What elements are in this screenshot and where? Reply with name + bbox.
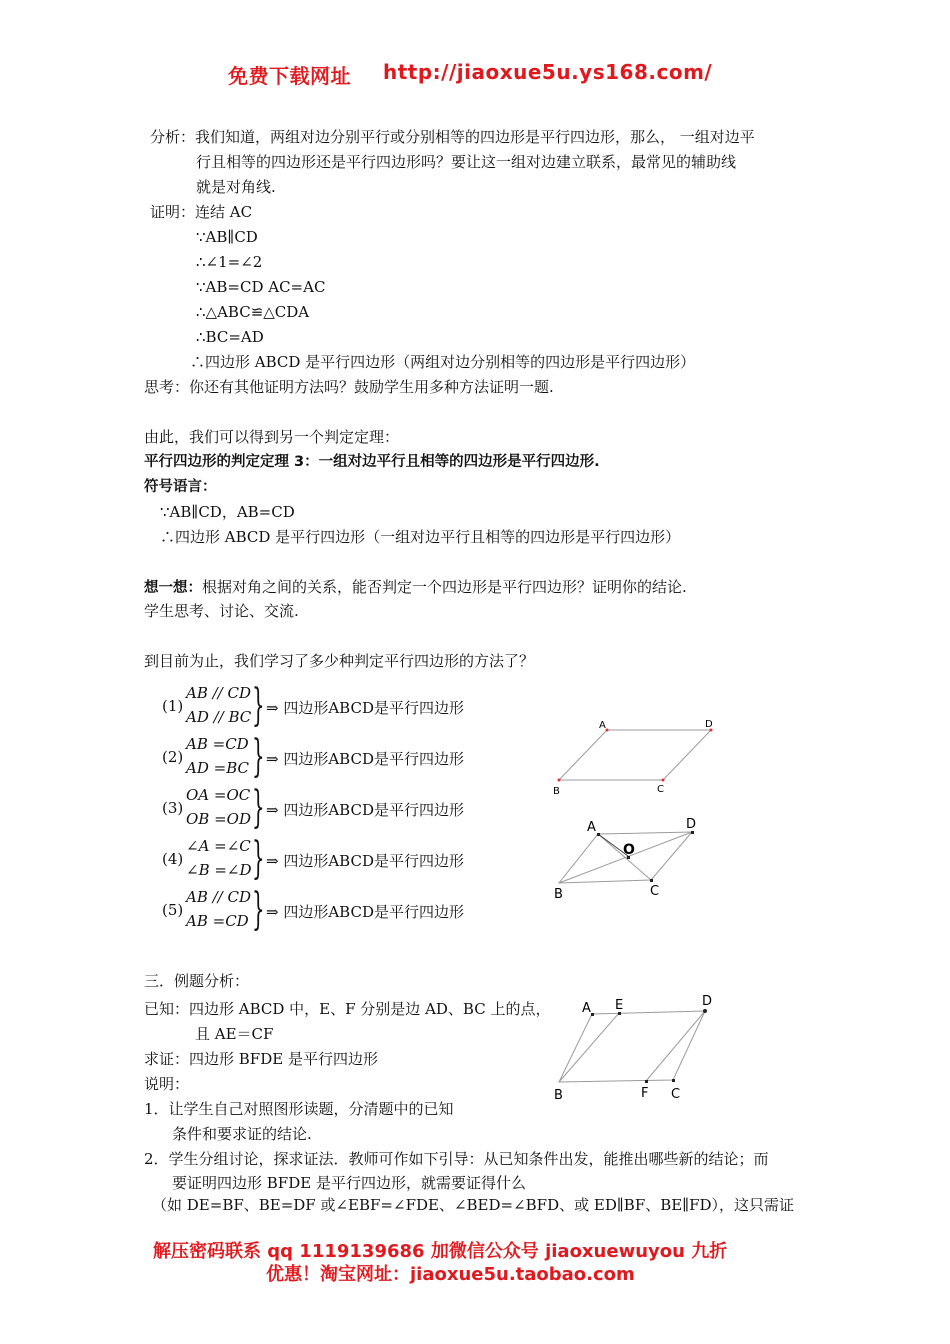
label-d: D — [686, 817, 697, 832]
parallelogram-outline — [559, 1011, 705, 1082]
method-condition-2: AD =BC — [186, 759, 249, 777]
analysis-line-2: 行且相等的四边形还是平行四边形吗？要让这一组对边建立联系，最常见的辅助线 — [196, 153, 737, 171]
method-condition-1: OA =OC — [186, 786, 251, 804]
example-section-title: 三．例题分析： — [144, 972, 250, 990]
vertex-point — [606, 729, 609, 732]
proof-step: ∴△ABC≌△CDA — [196, 303, 310, 321]
method-conclusion: ⇒ 四边形ABCD是平行四边形 — [266, 750, 464, 768]
brace-symbol: } — [252, 731, 265, 782]
label-o: O — [623, 842, 635, 858]
label-f: F — [641, 1086, 649, 1101]
proof-intro: 证明：连结 AC — [150, 203, 253, 221]
footer-line-2: 优惠！淘宝网址：jiaoxue5u.taobao.com — [266, 1264, 635, 1285]
method-number: (5) — [162, 901, 184, 919]
example-item-2a: 2．学生分组讨论，探求证法．教师可作如下引导：从已知条件出发，能推出哪些新的结论；而 — [144, 1150, 769, 1168]
label-b: B — [553, 786, 560, 797]
proof-step: ∵AB=CD AC=AC — [196, 278, 326, 296]
think-text: 思考：你还有其他证明方法吗？鼓励学生用多种方法证明一题. — [144, 378, 554, 396]
method-condition-2: OB =OD — [186, 810, 251, 828]
proof-step: ∴∠1=∠2 — [196, 253, 263, 271]
label-d: D — [705, 719, 713, 730]
derive-text: 由此，我们可以得到另一个判定定理： — [144, 428, 400, 446]
analysis-line-1: 分析：我们知道，两组对边分别平行或分别相等的四边形是平行四边形，那么， 一组对边平 — [150, 128, 755, 146]
method-3 — [162, 782, 502, 834]
analysis-line-3: 就是对角线. — [196, 178, 276, 196]
header-url-link[interactable]: http://jiaoxue5u.ys168.com/ — [383, 60, 713, 84]
brace-symbol: } — [252, 782, 265, 833]
method-2 — [162, 731, 502, 783]
footer-line-1: 解压密码联系 qq 1119139686 加微信公众号 jiaoxuewuyou 九折 — [153, 1241, 728, 1262]
method-4 — [162, 833, 502, 885]
method-number: (2) — [162, 748, 184, 766]
label-a: A — [599, 720, 606, 731]
example-explain-label: 说明： — [144, 1075, 190, 1093]
theorem-3: 平行四边形的判定定理 3：一组对边平行且相等的四边形是平行四边形. — [144, 454, 600, 470]
think-more-text: 根据对角之间的关系，能否判定一个四边形是平行四边形？证明你的结论. — [202, 578, 687, 596]
method-condition-1: AB =CD — [186, 735, 249, 753]
example-known-2: 且 AE＝CF — [195, 1025, 274, 1043]
vertex-point — [645, 1080, 648, 1083]
header-free-download: 免费下载网址 — [228, 64, 351, 88]
think-more — [144, 577, 687, 598]
vertex-point — [703, 1009, 707, 1013]
label-c: C — [657, 784, 664, 795]
method-conclusion: ⇒ 四边形ABCD是平行四边形 — [266, 903, 464, 921]
brace-symbol: } — [252, 680, 265, 731]
example-item-2c: （如 DE=BF、BE=DF 或∠EBF=∠FDE、∠BED=∠BFD、或 ED∥BF、BE∥FD），这只需证 — [152, 1196, 795, 1214]
symbol-language-line-2: ∴四边形 ABCD 是平行四边形（一组对边平行且相等的四边形是平行四边形） — [160, 528, 681, 546]
brace-symbol: } — [252, 884, 265, 935]
proof-conclusion: ∴四边形 ABCD 是平行四边形（两组对边分别相等的四边形是平行四边形） — [190, 353, 696, 371]
method-conclusion: ⇒ 四边形ABCD是平行四边形 — [266, 801, 464, 819]
example-item-1b: 条件和要求证的结论. — [172, 1125, 312, 1143]
label-a: A — [582, 1001, 591, 1016]
methods-question: 到目前为止，我们学习了多少种判定平行四边形的方法了？ — [144, 652, 535, 670]
method-number: (1) — [162, 697, 184, 715]
vertex-point — [597, 833, 600, 836]
vertex-point — [662, 779, 665, 782]
segment-df — [646, 1011, 705, 1081]
figure-parallelogram-3 — [545, 990, 725, 1105]
method-condition-1: ∠A =∠C — [186, 837, 251, 855]
example-item-1a: 1．让学生自己对照图形读题，分清题中的已知 — [144, 1100, 454, 1118]
vertex-point — [591, 1013, 594, 1016]
vertex-point — [650, 879, 653, 882]
method-conclusion: ⇒ 四边形ABCD是平行四边形 — [266, 852, 464, 870]
figure-parallelogram-2 — [545, 812, 725, 907]
label-c: C — [671, 1087, 681, 1102]
proof-step: ∴BC=AD — [196, 328, 264, 346]
label-e: E — [615, 998, 624, 1013]
method-conclusion: ⇒ 四边形ABCD是平行四边形 — [266, 699, 464, 717]
example-prove: 求证：四边形 BFDE 是平行四边形 — [144, 1050, 378, 1068]
parallelogram-outline — [559, 730, 711, 780]
think-more-line-2: 学生思考、讨论、交流. — [144, 602, 299, 620]
label-d: D — [702, 994, 713, 1009]
symbol-language-title: 符号语言： — [144, 479, 217, 495]
method-condition-1: AB // CD — [186, 684, 252, 702]
brace-symbol: } — [252, 833, 265, 884]
example-item-2b: 要证明四边形 BFDE 是平行四边形，就需要证得什么 — [172, 1174, 526, 1192]
method-5 — [162, 884, 502, 936]
label-c: C — [650, 884, 660, 899]
method-number: (3) — [162, 799, 184, 817]
method-condition-2: AB =CD — [186, 912, 249, 930]
figure-parallelogram-1 — [545, 712, 725, 800]
method-condition-2: AD // BC — [186, 708, 252, 726]
label-b: B — [554, 887, 563, 902]
method-condition-2: ∠B =∠D — [186, 861, 252, 879]
example-known-1: 已知：四边形 ABCD 中，E、F 分别是边 AD、BC 上的点， — [144, 1000, 551, 1018]
method-1 — [162, 680, 502, 732]
method-condition-1: AB // CD — [186, 888, 252, 906]
segment-be — [559, 1013, 619, 1082]
label-a: A — [587, 820, 596, 835]
vertex-point — [672, 1079, 675, 1082]
proof-step: ∵AB∥CD — [196, 228, 258, 246]
label-b: B — [554, 1088, 563, 1103]
vertex-point — [558, 779, 561, 782]
think-more-label: 想一想： — [144, 580, 202, 596]
symbol-language-line-1: ∵AB∥CD，AB=CD — [160, 503, 295, 521]
method-number: (4) — [162, 850, 184, 868]
